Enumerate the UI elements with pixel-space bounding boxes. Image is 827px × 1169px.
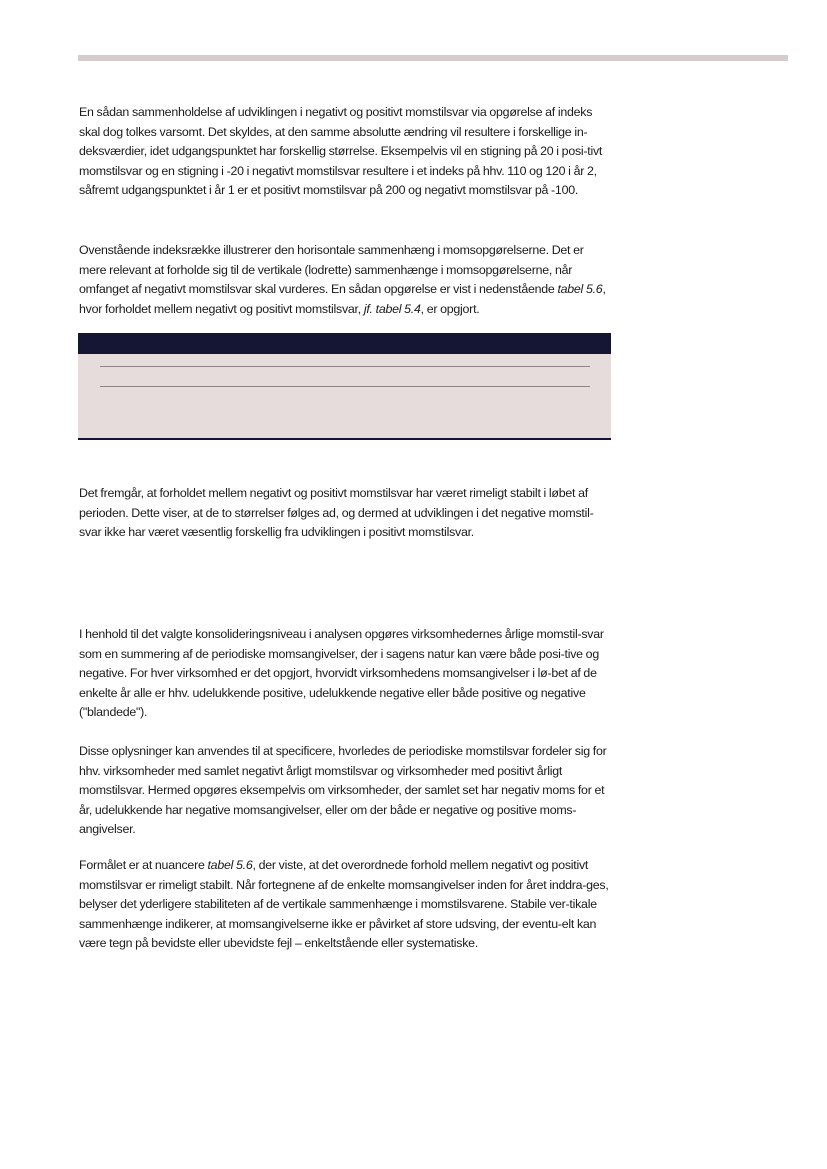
p6-text-before: Formålet er at nuancere [79,858,208,872]
table-bottom-rule [78,438,611,440]
paragraph-ratio-stable: Det fremgår, at forholdet mellem negativt og positivt momstilsvar har været rimeligt stabilt i løbet af perioden. Dette viser, at de to størrelser følges ad, og dermed at udviklingen i det negative momstil-svar ikke har været væsentlig forskellig fra udviklingen i positivt momstilsvar. [79,486,594,540]
paragraph-index-caution: En sådan sammenholdelse af udviklingen i negativt og positivt momstilsvar via opgørelse af indeks skal dog tolkes varsomt. Det skyldes, at den samme absolutte ændring vil resultere i forskellige in-deksværdier, idet udgangspunktet har forskellig størrelse. Eksempelvis vil en stigning på 20 i posi-tivt momstilsvar og en stigning i -20 i negativt momstilsvar resultere i et indeks på hhv. 110 og 120 i år 2, såfremt udgangspunktet i år 1 er et positivt momstilsvar på 200 og negativt momstilsvar på -100. [79,105,603,198]
table-row-divider [100,366,590,367]
paragraph-specification: Disse oplysninger kan anvendes til at specificere, hvorledes de periodiske momstilsvar fordeler sig for hhv. virksomheder med samlet negativt årligt momstilsvar og virksomheder med positivt årligt momstilsvar. Hermed opgøres eksempelvis om virksomheder, der samlet set har negativ moms for et år, udelukkende har negative momsangivelser, eller om der både er negative og positive moms-angivelser. [79,744,607,837]
p6-text-after: , der viste, at det overordnede forhold mellem negativt og positivt momstilsvar er rimeligt stabilt. Når fortegnene af de enkelte momsangivelser inden for året inddra-ges, belyser det yderligere stabiliteten af de vertikale sammenhænge i momstilsvarene. Stabile ver-tikale sammenhænge indikerer, at momsangivelserne ikke er påvirket af store udsving, der eventu-elt kan være tegn på bevidste eller ubevidste fejl – enkeltstående eller systematiske. [79,858,609,951]
table-reference-link: tabel 5.6 [207,858,253,872]
paragraph-consolidation-level: I henhold til det valgte konsolideringsniveau i analysen opgøres virksomhedernes årlige momstil-svar som en summering af de periodiske momsangivelser, der i sagens natur kan være både posi-tive og negative. For hver virksomhed er det opgjort, hvorvidt virksomhedens momsangivelser i lø-bet af de enkelte år alle er hhv. udelukkende positive, udelukkende negative eller både positive og negative ("blandede"). [79,627,604,720]
table-5-6 [78,333,611,441]
paragraph-vertical-relations [79,241,609,319]
table-reference-link: tabel 5.6 [557,282,603,297]
p2-text-after: , er opgjort. [420,301,480,316]
table-reference-link: jf. tabel 5.4 [363,301,421,316]
p2-text-middle: , hvor forholdet mellem negativt og positivt momstilsvar, [79,282,606,316]
table-body [78,354,611,438]
table-header-bar [78,333,611,354]
paragraph-purpose [79,856,609,954]
p2-text-before: Ovenstående indeksrække illustrerer den horisontale sammenhæng i momsopgørelserne. Det er mere relevant at forholde sig til de vertikale (lodrette) sammenhænge i momsopgørelserne, når omfanget af negativt momstilsvar skal vurderes. En sådan opgørelse er vist i nedenstående [79,243,584,297]
table-row-divider [100,386,590,387]
header-rule [78,55,788,61]
